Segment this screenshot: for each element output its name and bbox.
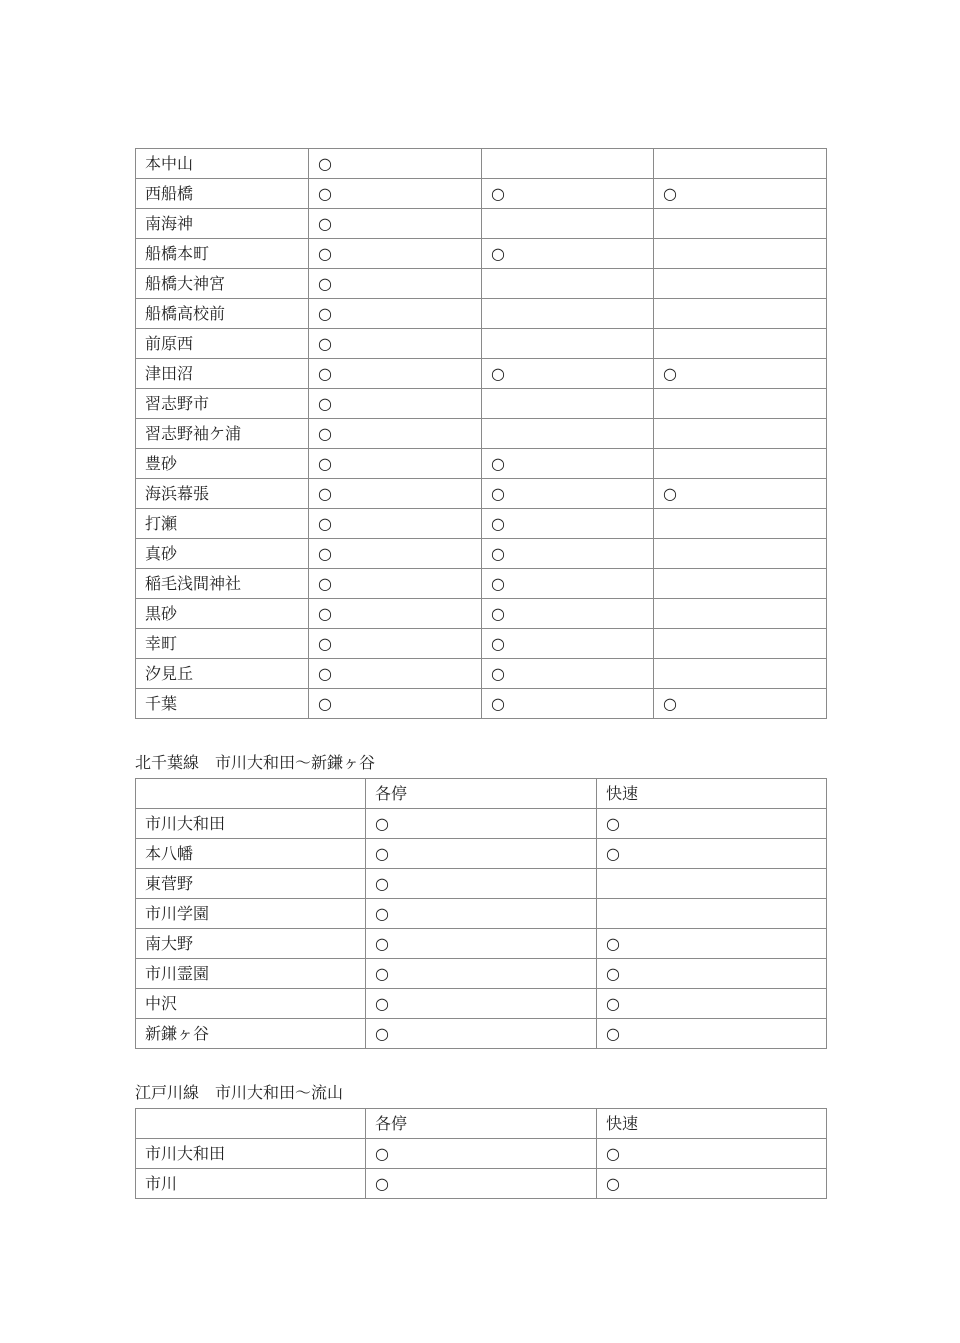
stop-mark-cell — [482, 389, 654, 419]
stop-mark-cell: ○ — [309, 569, 482, 599]
stop-mark-cell: ○ — [309, 659, 482, 689]
table-row — [136, 569, 827, 599]
stop-mark-cell: ○ — [309, 329, 482, 359]
stop-mark-cell — [654, 419, 827, 449]
stop-mark-cell: ○ — [366, 929, 597, 959]
stop-mark-cell — [654, 299, 827, 329]
stop-mark-cell: ○ — [597, 1019, 827, 1049]
table-row — [136, 389, 827, 419]
station-name-cell: 習志野市 — [136, 389, 309, 419]
table-row — [136, 869, 827, 899]
header-station-cell — [136, 779, 366, 809]
station-name-cell: 打瀬 — [136, 509, 309, 539]
header-rapid-cell: 快速 — [597, 1109, 827, 1139]
stop-mark-cell: ○ — [482, 539, 654, 569]
stop-mark-cell — [654, 389, 827, 419]
table-row — [136, 689, 827, 719]
header-rapid-cell: 快速 — [597, 779, 827, 809]
station-name-cell: 南大野 — [136, 929, 366, 959]
table-row — [136, 299, 827, 329]
stop-mark-cell: ○ — [366, 989, 597, 1019]
stop-mark-cell: ○ — [309, 509, 482, 539]
station-stop-table-1 — [135, 148, 827, 719]
stop-mark-cell — [597, 869, 827, 899]
stop-mark-cell: ○ — [482, 689, 654, 719]
stop-mark-cell: ○ — [309, 449, 482, 479]
station-name-cell: 西船橋 — [136, 179, 309, 209]
table-row — [136, 1139, 827, 1169]
table-row — [136, 629, 827, 659]
stop-mark-cell — [482, 149, 654, 179]
stop-mark-cell — [654, 629, 827, 659]
table-row — [136, 539, 827, 569]
stop-mark-cell: ○ — [597, 1169, 827, 1199]
stop-mark-cell: ○ — [309, 179, 482, 209]
stop-mark-cell — [482, 329, 654, 359]
stop-mark-cell: ○ — [366, 1139, 597, 1169]
station-name-cell: 市川大和田 — [136, 809, 366, 839]
station-name-cell: 船橋大神宮 — [136, 269, 309, 299]
header-local-cell: 各停 — [366, 779, 597, 809]
stop-mark-cell: ○ — [482, 599, 654, 629]
stop-mark-cell — [482, 299, 654, 329]
table-row — [136, 809, 827, 839]
stop-mark-cell: ○ — [366, 959, 597, 989]
station-name-cell: 市川大和田 — [136, 1139, 366, 1169]
table-row — [136, 599, 827, 629]
station-name-cell: 市川学園 — [136, 899, 366, 929]
station-name-cell: 前原西 — [136, 329, 309, 359]
stop-mark-cell: ○ — [366, 1019, 597, 1049]
station-name-cell: 市川 — [136, 1169, 366, 1199]
stop-mark-cell: ○ — [482, 569, 654, 599]
stop-mark-cell: ○ — [482, 479, 654, 509]
stop-mark-cell: ○ — [482, 359, 654, 389]
stop-mark-cell: ○ — [309, 239, 482, 269]
table-row — [136, 1019, 827, 1049]
station-name-cell: 南海神 — [136, 209, 309, 239]
stop-mark-cell: ○ — [309, 209, 482, 239]
stop-mark-cell: ○ — [309, 389, 482, 419]
station-name-cell: 津田沼 — [136, 359, 309, 389]
table-row — [136, 989, 827, 1019]
table-header-row — [136, 1109, 827, 1139]
stop-mark-cell: ○ — [482, 239, 654, 269]
station-name-cell: 新鎌ヶ谷 — [136, 1019, 366, 1049]
stop-mark-cell: ○ — [309, 479, 482, 509]
table-row — [136, 959, 827, 989]
stop-mark-cell: ○ — [309, 419, 482, 449]
table-row — [136, 239, 827, 269]
stop-mark-cell: ○ — [366, 869, 597, 899]
table-row — [136, 359, 827, 389]
stop-mark-cell: ○ — [366, 899, 597, 929]
station-name-cell: 船橋本町 — [136, 239, 309, 269]
station-stop-table-1-body — [136, 149, 827, 719]
table-row — [136, 419, 827, 449]
stop-mark-cell — [654, 659, 827, 689]
stop-mark-cell: ○ — [309, 689, 482, 719]
stop-mark-cell: ○ — [654, 359, 827, 389]
stop-mark-cell — [654, 599, 827, 629]
header-local-cell: 各停 — [366, 1109, 597, 1139]
station-name-cell: 幸町 — [136, 629, 309, 659]
station-name-cell: 豊砂 — [136, 449, 309, 479]
stop-mark-cell: ○ — [597, 959, 827, 989]
stop-mark-cell: ○ — [597, 839, 827, 869]
stop-mark-cell: ○ — [309, 269, 482, 299]
stop-mark-cell: ○ — [482, 179, 654, 209]
station-name-cell: 中沢 — [136, 989, 366, 1019]
table-row — [136, 209, 827, 239]
station-name-cell: 本八幡 — [136, 839, 366, 869]
table-row — [136, 839, 827, 869]
station-name-cell: 黒砂 — [136, 599, 309, 629]
stop-mark-cell: ○ — [309, 539, 482, 569]
stop-mark-cell: ○ — [597, 929, 827, 959]
stop-mark-cell: ○ — [482, 659, 654, 689]
edogawa-line-table-body — [136, 1109, 827, 1199]
stop-mark-cell: ○ — [597, 1139, 827, 1169]
station-name-cell: 船橋高校前 — [136, 299, 309, 329]
stop-mark-cell — [654, 569, 827, 599]
stop-mark-cell: ○ — [366, 809, 597, 839]
table-row — [136, 659, 827, 689]
stop-mark-cell: ○ — [309, 299, 482, 329]
stop-mark-cell — [482, 419, 654, 449]
table-row — [136, 329, 827, 359]
stop-mark-cell: ○ — [597, 809, 827, 839]
header-station-cell — [136, 1109, 366, 1139]
stop-mark-cell: ○ — [309, 599, 482, 629]
stop-mark-cell — [654, 269, 827, 299]
edogawa-line-title: 江戸川線 市川大和田～流山 — [135, 1083, 344, 1102]
stop-mark-cell: ○ — [654, 479, 827, 509]
station-name-cell: 市川霊園 — [136, 959, 366, 989]
table-row — [136, 899, 827, 929]
edogawa-line-table — [135, 1108, 827, 1199]
table-row — [136, 179, 827, 209]
stop-mark-cell — [654, 149, 827, 179]
station-name-cell: 真砂 — [136, 539, 309, 569]
station-name-cell: 本中山 — [136, 149, 309, 179]
stop-mark-cell — [654, 329, 827, 359]
stop-mark-cell — [654, 509, 827, 539]
stop-mark-cell — [654, 239, 827, 269]
table-row — [136, 509, 827, 539]
stop-mark-cell — [654, 209, 827, 239]
table-row — [136, 449, 827, 479]
station-name-cell: 習志野袖ケ浦 — [136, 419, 309, 449]
stop-mark-cell: ○ — [654, 179, 827, 209]
table-row — [136, 1169, 827, 1199]
stop-mark-cell: ○ — [654, 689, 827, 719]
table-header-row — [136, 779, 827, 809]
stop-mark-cell: ○ — [597, 989, 827, 1019]
station-name-cell: 東菅野 — [136, 869, 366, 899]
station-name-cell: 汐見丘 — [136, 659, 309, 689]
stop-mark-cell — [654, 539, 827, 569]
stop-mark-cell: ○ — [366, 1169, 597, 1199]
stop-mark-cell: ○ — [309, 359, 482, 389]
table-row — [136, 479, 827, 509]
stop-mark-cell: ○ — [482, 449, 654, 479]
stop-mark-cell — [654, 449, 827, 479]
kitachiba-line-table — [135, 778, 827, 1049]
stop-mark-cell: ○ — [482, 629, 654, 659]
stop-mark-cell: ○ — [309, 629, 482, 659]
station-name-cell: 稲毛浅間神社 — [136, 569, 309, 599]
stop-mark-cell: ○ — [309, 149, 482, 179]
station-name-cell: 千葉 — [136, 689, 309, 719]
stop-mark-cell — [597, 899, 827, 929]
table-row — [136, 929, 827, 959]
station-name-cell: 海浜幕張 — [136, 479, 309, 509]
kitachiba-line-table-body — [136, 779, 827, 1049]
stop-mark-cell — [482, 269, 654, 299]
stop-mark-cell — [482, 209, 654, 239]
stop-mark-cell: ○ — [482, 509, 654, 539]
stop-mark-cell: ○ — [366, 839, 597, 869]
kitachiba-line-title: 北千葉線 市川大和田～新鎌ヶ谷 — [135, 753, 376, 772]
table-row — [136, 269, 827, 299]
table-row — [136, 149, 827, 179]
